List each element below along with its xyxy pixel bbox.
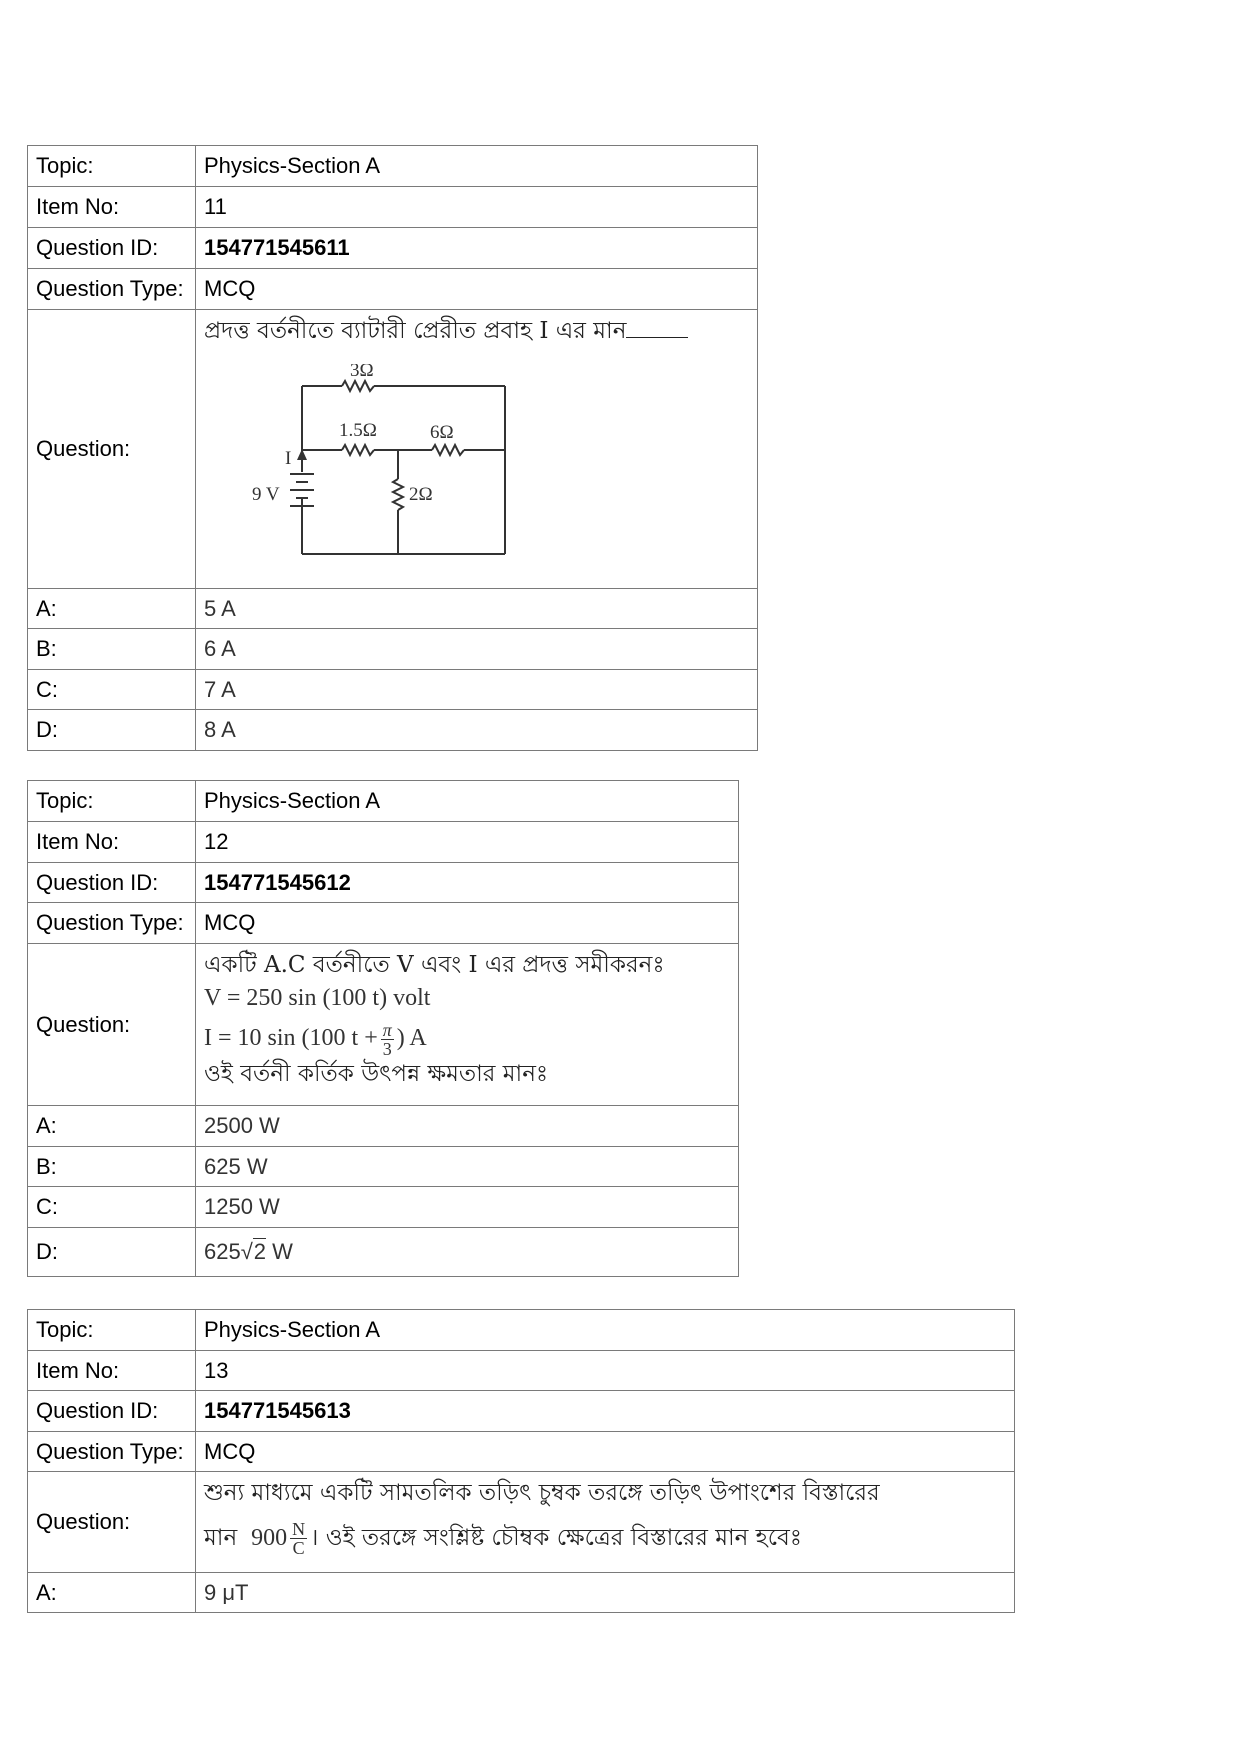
- question-id-value: 154771545613: [196, 1391, 1015, 1432]
- fraction-denominator: 3: [382, 1038, 392, 1059]
- option-c-label: C:: [28, 670, 196, 710]
- equation-current-suffix: ) A: [396, 1025, 427, 1052]
- question-label: Question:: [28, 944, 196, 1106]
- question-type-label: Question Type:: [28, 903, 196, 944]
- topic-value: Physics-Section A: [196, 146, 758, 187]
- question-line-2: V = 250 sin (100 t) volt: [204, 985, 431, 1011]
- question-id-value: 154771545611: [196, 228, 758, 269]
- option-c-label: C:: [28, 1187, 196, 1228]
- question-table-11: [27, 145, 758, 751]
- question-type-value: MCQ: [196, 903, 739, 944]
- item-no-value: 13: [196, 1351, 1015, 1391]
- question-table-12: [27, 780, 739, 1277]
- item-no-label: Item No:: [28, 822, 196, 863]
- question-line-1: শুন্য মাধ্যমে একটি সামতলিক তড়িৎ চুম্বক তরঙ্গে তড়িৎ উপাংশের বিস্তারের: [204, 1480, 880, 1506]
- option-b-label: B:: [28, 629, 196, 670]
- question-line-1: একটি A.C বর্তনীতে V এবং I এর প্রদত্ত সমীকরনঃ: [204, 952, 665, 978]
- n-per-c-fraction: [290, 1520, 307, 1557]
- question-line-3: [204, 1017, 730, 1061]
- option-d-label: D:: [28, 1228, 196, 1277]
- question-type-value: MCQ: [196, 269, 758, 310]
- question-table-13: [27, 1309, 1015, 1613]
- option-a-label: A:: [28, 1573, 196, 1613]
- circuit-diagram: [222, 364, 522, 574]
- topic-label: Topic:: [28, 1310, 196, 1351]
- question-id-label: Question ID:: [28, 863, 196, 903]
- question-label: Question:: [28, 310, 196, 589]
- resistor-6-ohm-label: 6Ω: [430, 422, 454, 444]
- option-d-unit: W: [272, 1239, 293, 1265]
- equation-current-prefix: I = 10 sin (100 t +: [204, 1025, 378, 1052]
- option-b-value: 6 A: [196, 629, 758, 670]
- question-line-2-prefix: মান: [204, 1525, 238, 1552]
- battery-voltage-label: 9 V: [252, 484, 280, 506]
- question-line-4: ওই বর্তনী কর্তিক উৎপন্ন ক্ষমতার মানঃ: [204, 1061, 549, 1087]
- item-no-label: Item No:: [28, 1351, 196, 1391]
- resistor-2-ohm-label: 2Ω: [409, 484, 433, 506]
- question-id-value: 154771545612: [196, 863, 739, 903]
- resistor-3-ohm-label: 3Ω: [350, 364, 374, 382]
- current-label: I: [285, 448, 292, 470]
- option-a-label: A:: [28, 589, 196, 629]
- topic-label: Topic:: [28, 146, 196, 187]
- option-a-value: 5 A: [196, 589, 758, 629]
- option-a-value: 2500 W: [196, 1106, 739, 1147]
- topic-value: Physics-Section A: [196, 1310, 1015, 1351]
- circuit-wires: [290, 381, 505, 554]
- electric-field-value: 900: [251, 1524, 288, 1551]
- question-type-label: Question Type:: [28, 269, 196, 310]
- question-content: [196, 944, 739, 1106]
- option-d-value: 8 A: [196, 710, 758, 751]
- answer-blank: [626, 319, 688, 338]
- question-line-2-suffix: । ওই তরঙ্গে সংশ্লিষ্ট চৌম্বক ক্ষেত্রের বিস্তারের মান হবেঃ: [310, 1525, 803, 1552]
- question-id-label: Question ID:: [28, 228, 196, 269]
- option-d-coefficient: 625: [204, 1239, 241, 1265]
- question-text: [204, 318, 749, 344]
- question-text-line: প্রদত্ত বর্তনীতে ব্যাটারী প্রেরীত প্রবাহ I এর মান: [204, 318, 627, 344]
- fraction-denominator: C: [292, 1538, 305, 1558]
- question-label: Question:: [28, 1472, 196, 1573]
- option-d-value: [196, 1228, 739, 1277]
- sqrt-icon: √: [240, 1239, 253, 1265]
- question-type-label: Question Type:: [28, 1432, 196, 1472]
- option-b-value: 625 W: [196, 1147, 739, 1187]
- fraction-numerator: π: [382, 1019, 392, 1040]
- question-type-value: MCQ: [196, 1432, 1015, 1472]
- option-c-value: 1250 W: [196, 1187, 739, 1228]
- item-no-value: 12: [196, 822, 739, 863]
- option-a-value: 9 μT: [196, 1573, 1015, 1613]
- option-a-label: A:: [28, 1106, 196, 1147]
- fraction-numerator: N: [292, 1519, 306, 1539]
- resistor-1-5-ohm-label: 1.5Ω: [339, 420, 377, 442]
- option-d-label: D:: [28, 710, 196, 751]
- question-line-2: [204, 1520, 1006, 1557]
- topic-label: Topic:: [28, 781, 196, 822]
- option-c-value: 7 A: [196, 670, 758, 710]
- option-d-radicand: 2: [253, 1239, 267, 1265]
- question-content: [196, 1472, 1015, 1573]
- option-b-label: B:: [28, 1147, 196, 1187]
- question-content: [196, 310, 758, 589]
- item-no-label: Item No:: [28, 187, 196, 228]
- question-id-label: Question ID:: [28, 1391, 196, 1432]
- item-no-value: 11: [196, 187, 758, 228]
- pi-over-3-fraction: [381, 1021, 394, 1058]
- topic-value: Physics-Section A: [196, 781, 739, 822]
